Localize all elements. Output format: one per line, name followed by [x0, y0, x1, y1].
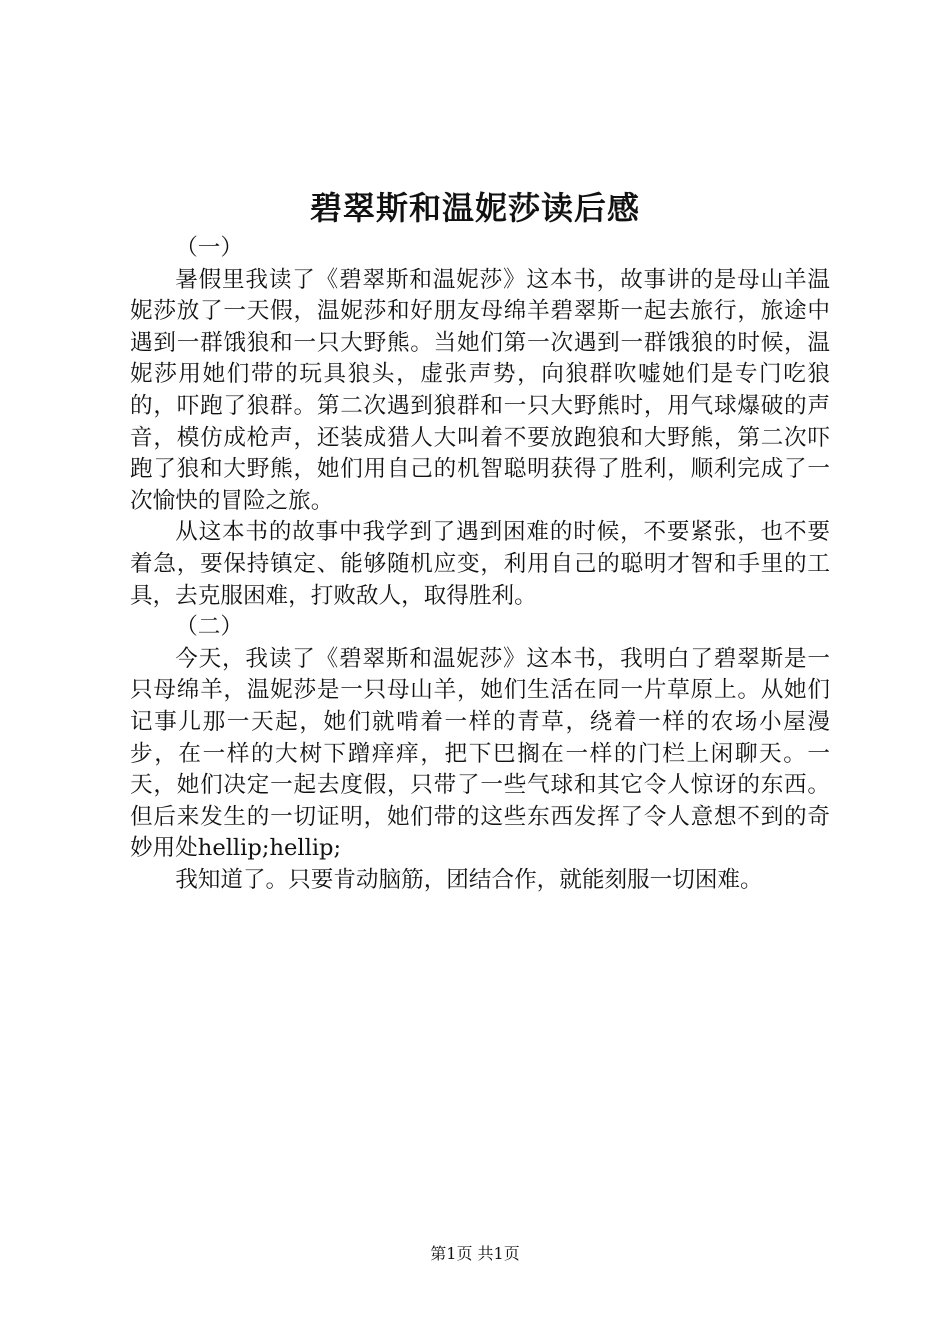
paragraph-lesson: 从这本书的故事中我学到了遇到困难的时候，不要紧张，也不要着急，要保持镇定、能够随机应变，利用自己的聪明才智和手里的工具，去克服困难，打败敌人，取得胜利。 [130, 519, 830, 609]
section-heading-2: （二） [175, 614, 243, 641]
paragraph-summary: 暑假里我读了《碧翠斯和温妮莎》这本书，故事讲的是母山羊温妮莎放了一天假，温妮莎和好朋友母绵羊碧翠斯一起去旅行，旅途中遇到一群饿狼和一只大野熊。当她们第一次遇到一群饿狼的时候，温妮莎用她们带的玩具狼头，虚张声势，向狼群吹嘘她们是专门吃狼的，吓跑了狼群。第二次遇到狼群和一只大野熊时，用气球爆破的声音，模仿成枪声，还装成猎人大叫着不要放跑狼和大野熊，第二次吓跑了狼和大野熊，她们用自己的机智聪明获得了胜利，顺利完成了一次愉快的冒险之旅。 [130, 266, 830, 514]
section-heading-1: （一） [175, 235, 243, 261]
document-title: 碧翠斯和温妮莎读后感 [309, 189, 640, 227]
paragraph-conclusion: 我知道了。只要肯动脑筋，团结合作，就能刻服一切困难。 [175, 866, 763, 893]
document-body [130, 233, 830, 896]
page-footer: 第1页 共1页 [430, 1244, 520, 1263]
paragraph-story: 今天，我读了《碧翠斯和温妮莎》这本书，我明白了碧翠斯是一只母绵羊，温妮莎是一只母山羊，她们生活在同一片草原上。从她们记事儿那一天起，她们就啃着一样的青草，绕着一样的农场小屋漫步，在一样的大树下蹭痒痒，把下巴搁在一样的门栏上闲聊天。一天，她们决定一起去度假，只带了一些气球和其它令人惊讶的东西。但后来发生的一切证明，她们带的这些东西发挥了令人意想不到的奇妙用处hellip;hellip; [130, 645, 830, 862]
